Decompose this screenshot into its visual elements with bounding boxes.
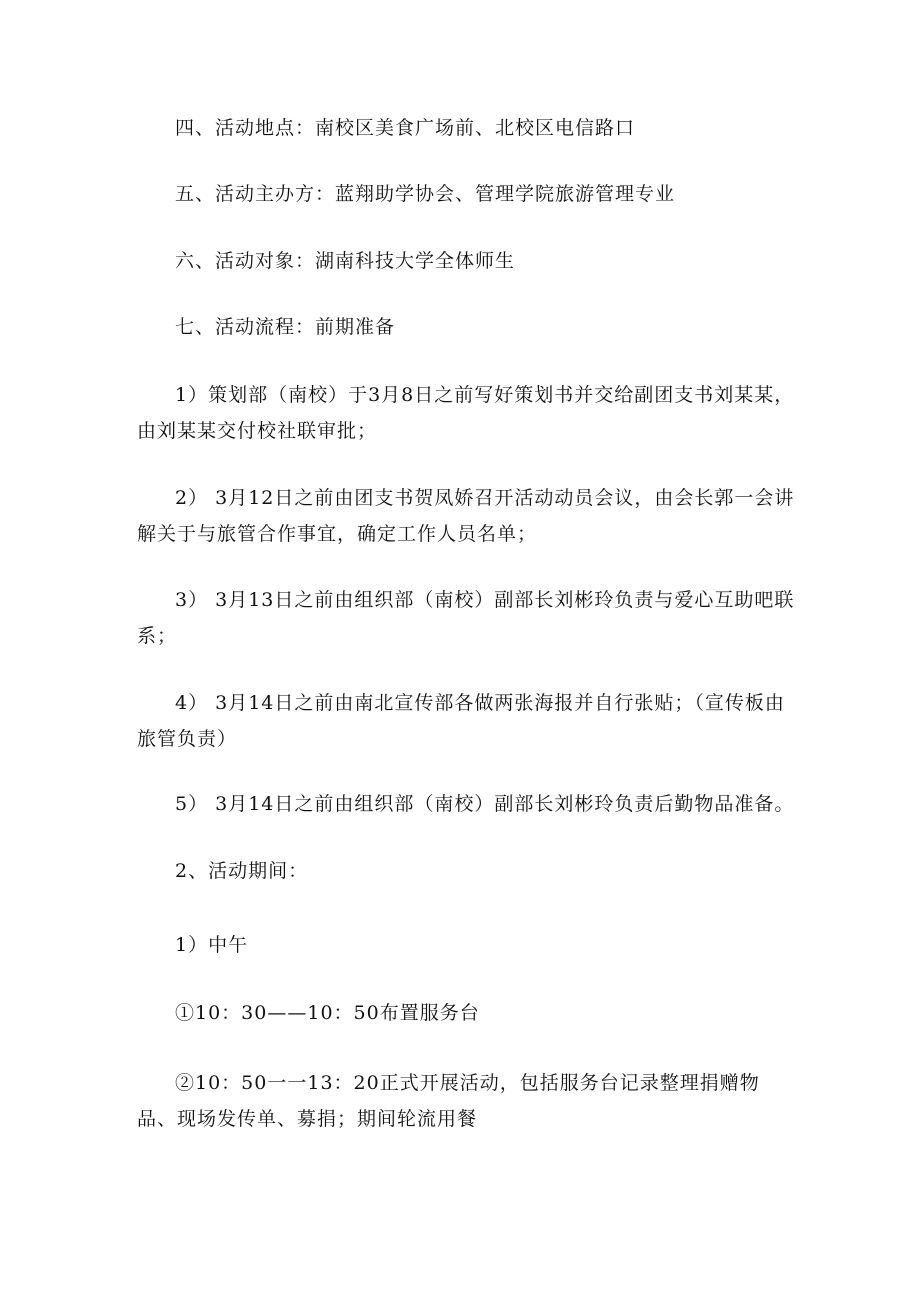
paragraph-schedule-1: ①10：30——10：50布置服务台 [175,1002,480,1024]
paragraph-step-3: 3） 3月13日之前由组织部（南校）副部长刘彬玲负责与爱心互助吧联系； [137,589,795,647]
paragraph-location: 四、活动地点：南校区美食广场前、北校区电信路口 [175,117,636,139]
paragraph-process-heading: 七、活动流程：前期准备 [175,316,396,338]
paragraph-noon: 1）中午 [175,934,249,956]
paragraph-step-1: 1）策划部（南校）于3月8日之前写好策划书并交给副团支书刘某某，由刘某某交付校社联审批； [137,384,795,442]
paragraph-audience: 六、活动对象：湖南科技大学全体师生 [175,250,516,272]
paragraph-step-4: 4） 3月14日之前由南北宣传部各做两张海报并自行张贴；（宣传板由旅管负责） [137,692,785,750]
paragraph-schedule-2: ②10：50一一13：20正式开展活动，包括服务台记录整理捐赠物品、现场发传单、募捐；期间轮流用餐 [137,1072,760,1130]
paragraph-step-2: 2） 3月12日之前由团支书贺凤娇召开活动动员会议，由会长郭一会讲解关于与旅管合作事宜，确定工作人员名单； [137,487,795,545]
paragraph-organizer: 五、活动主办方：蓝翔助学协会、管理学院旅游管理专业 [175,183,676,205]
paragraph-during-heading: 2、活动期间： [175,860,309,882]
paragraph-step-5: 5） 3月14日之前由组织部（南校）副部长刘彬玲负责后勤物品准备。 [175,793,795,815]
